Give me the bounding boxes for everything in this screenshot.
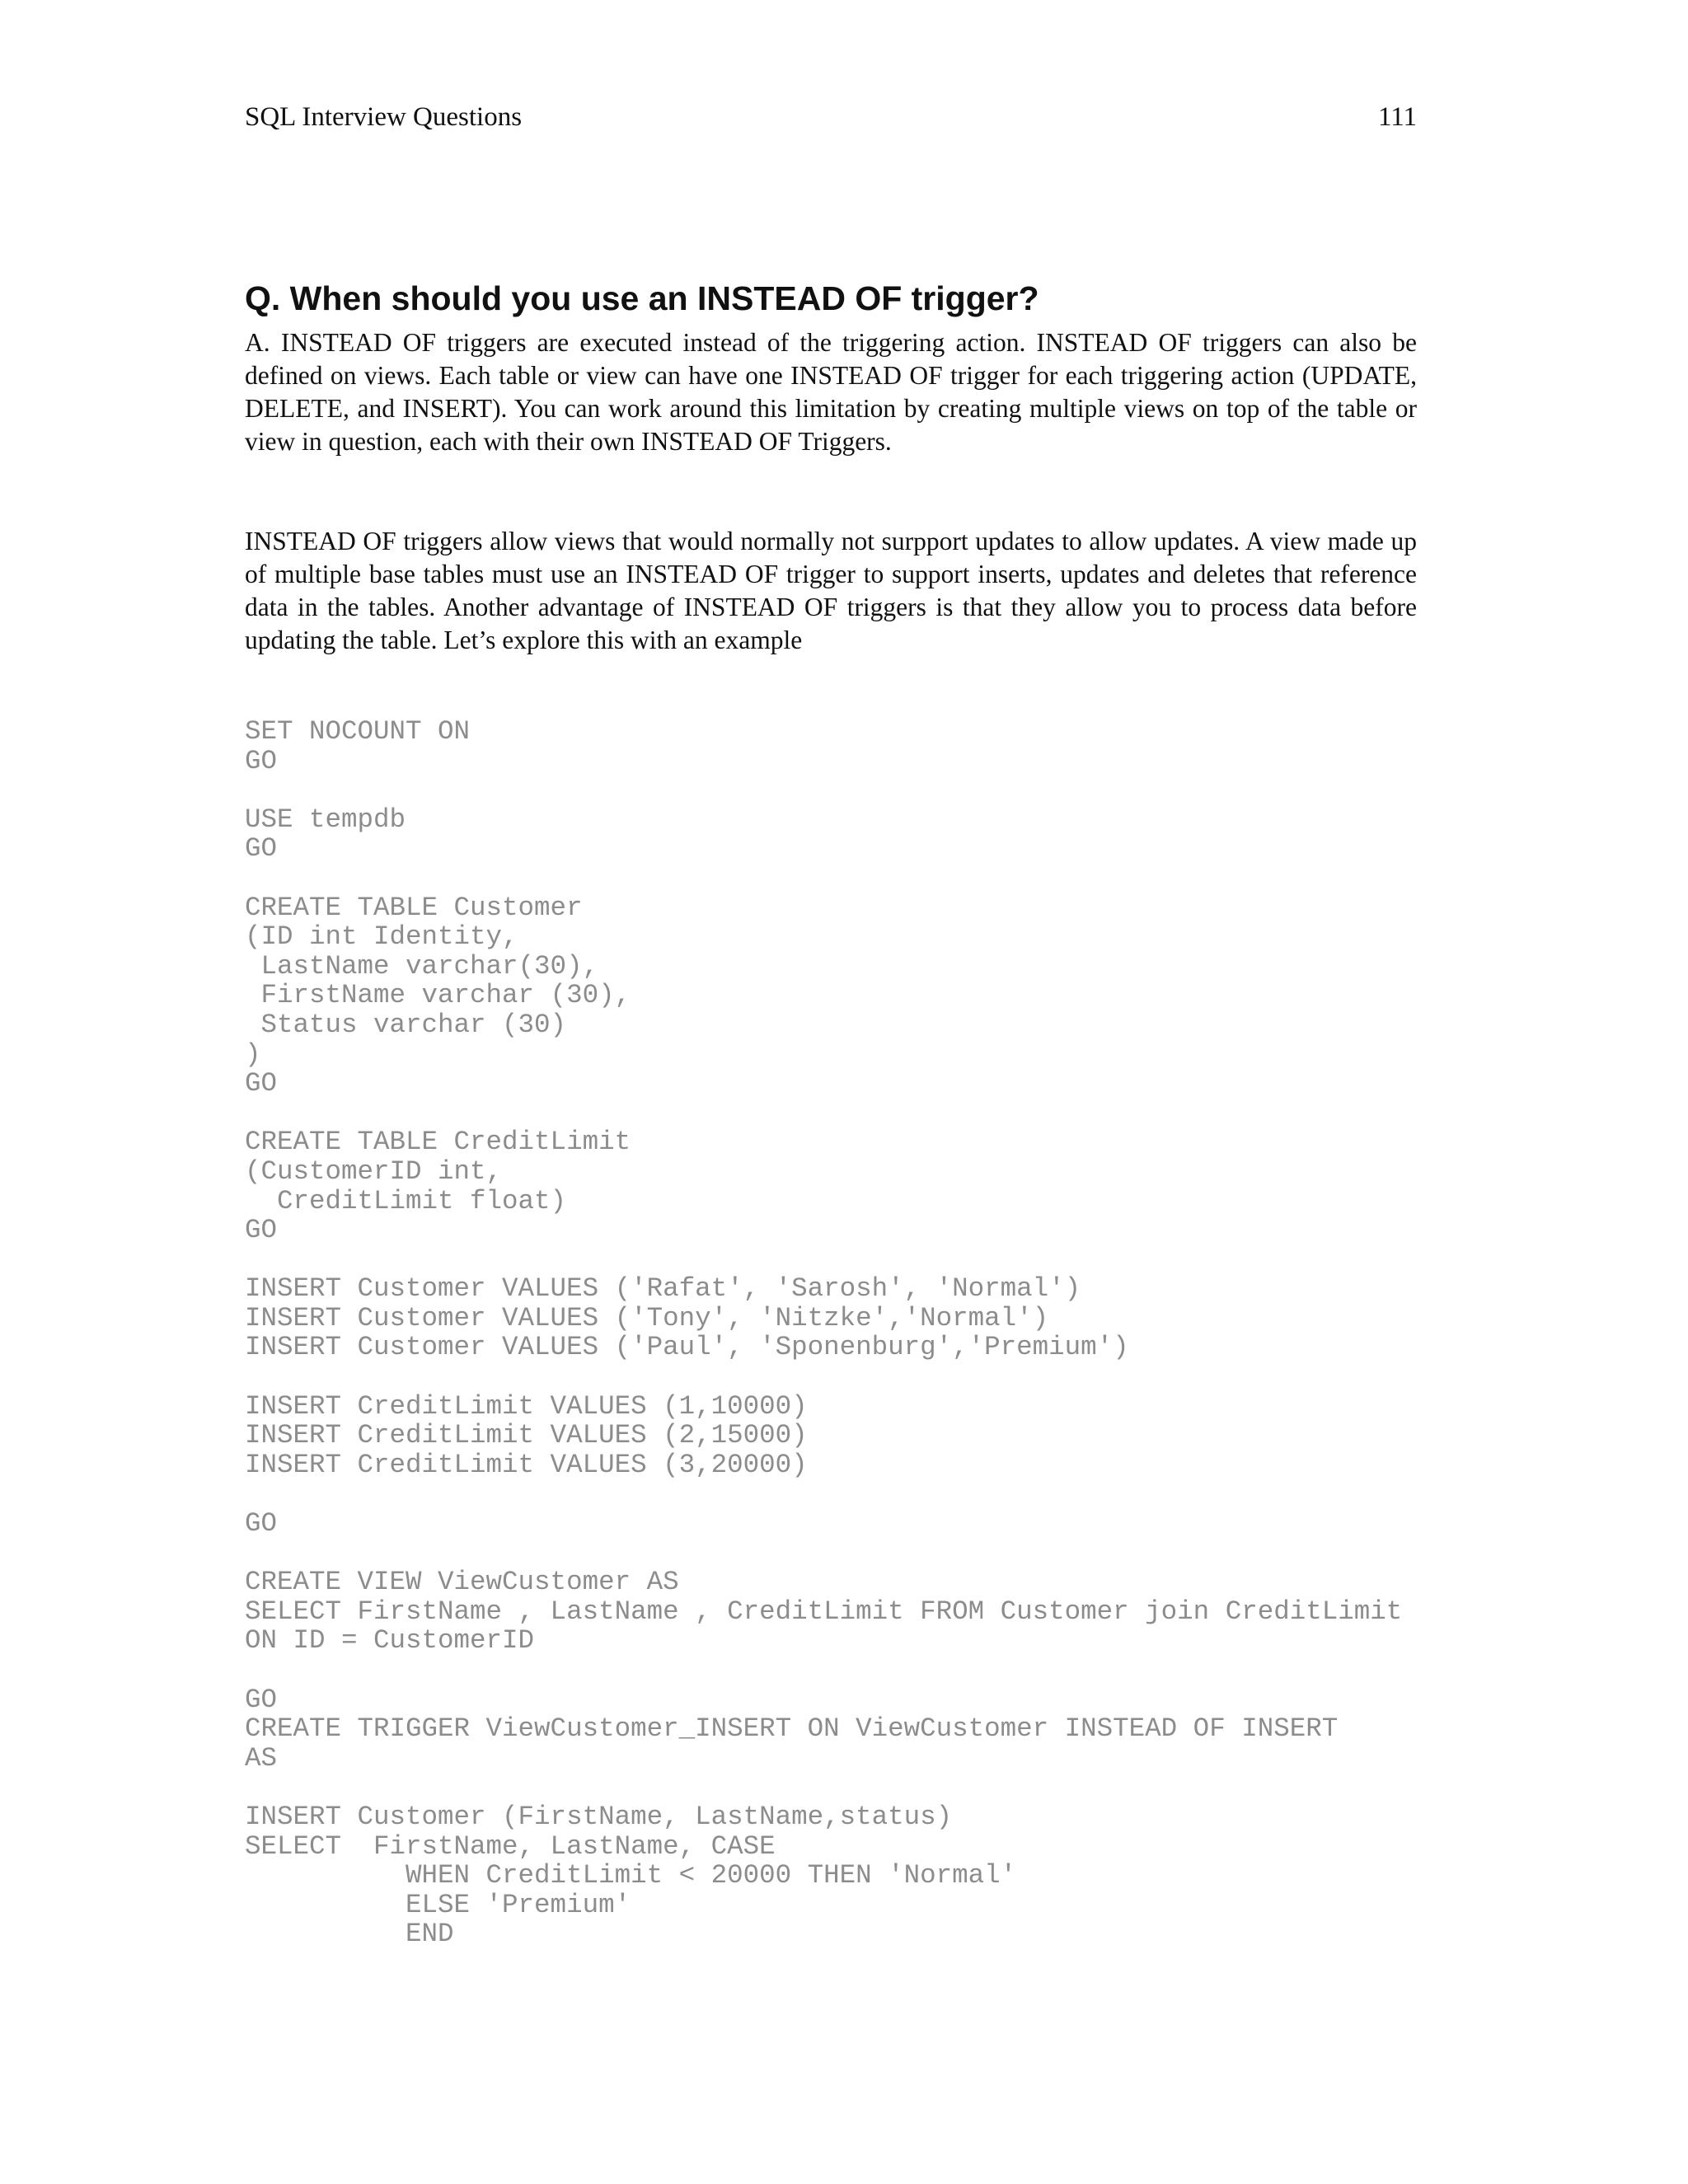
question-title: Q. When should you use an INSTEAD OF trigger? [245, 279, 1039, 317]
code-line: USE tempdb [245, 804, 406, 835]
code-line: WHEN CreditLimit < 20000 THEN 'Normal' [245, 1860, 1017, 1891]
code-line: INSERT Customer VALUES ('Paul', 'Sponenburg','Premium') [245, 1332, 1129, 1363]
code-line: GO [245, 1215, 278, 1246]
code-line: INSERT Customer VALUES ('Tony', 'Nitzke','Normal') [245, 1302, 1049, 1333]
running-header [245, 97, 1417, 138]
code-line: SELECT FirstName , LastName , CreditLimit FROM Customer join CreditLimit [245, 1596, 1403, 1627]
code-line: GO [245, 833, 278, 865]
code-line: CREATE VIEW ViewCustomer AS [245, 1567, 679, 1598]
code-line [245, 1362, 1432, 1392]
code-line: Status varchar (30) [245, 1009, 567, 1040]
page-number: 111 [1377, 102, 1417, 132]
code-line: SET NOCOUNT ON [245, 716, 471, 747]
code-line [245, 864, 1432, 893]
code-line: (CustomerID int, [245, 1155, 503, 1187]
code-line: INSERT CreditLimit VALUES (2,15000) [245, 1420, 808, 1451]
code-line: CREATE TABLE Customer [245, 892, 583, 923]
code-line [245, 1539, 1432, 1568]
code-line: GO [245, 1508, 278, 1540]
code-line: CREATE TABLE CreditLimit [245, 1127, 631, 1158]
sql-code-block [245, 717, 1432, 1949]
code-line [245, 1099, 1432, 1128]
code-line [245, 1245, 1432, 1275]
code-line [245, 1656, 1432, 1685]
code-line [245, 1773, 1432, 1802]
code-line [245, 776, 1432, 805]
answer-paragraph-1: A. INSTEAD OF triggers are executed instead of the triggering action. INSTEAD OF triggers can also be defined on views. Each table or view can have one INSTEAD OF trigger for each triggering action (UPDATE, DELETE, and INSERT). You can work around this limitation by creating multiple views on top of the table or view in question, each with their own INSTEAD OF Triggers. [245, 328, 1417, 456]
code-line: LastName varchar(30), [245, 950, 599, 982]
code-line: ) [245, 1038, 261, 1070]
code-line: END [245, 1919, 454, 1950]
code-line: ON ID = CustomerID [245, 1625, 535, 1657]
answer-paragraph-2: INSTEAD OF triggers allow views that would normally not surpport updates to allow updates. A view made up of multiple base tables must use an INSTEAD OF trigger to support inserts, updates and deletes that reference data in the tables. Another advantage of INSTEAD OF triggers is that they allow you to process data before updating the table. Let’s explore this with an example [245, 527, 1417, 654]
book-title: SQL Interview Questions [245, 102, 523, 132]
code-line: GO [245, 1684, 278, 1715]
code-line: CREATE TRIGGER ViewCustomer_INSERT ON ViewCustomer INSTEAD OF INSERT [245, 1713, 1339, 1745]
code-line: CreditLimit float) [245, 1185, 567, 1216]
code-line: INSERT Customer (FirstName, LastName,status) [245, 1801, 953, 1832]
code-line: INSERT CreditLimit VALUES (1,10000) [245, 1390, 808, 1422]
code-line: INSERT Customer VALUES ('Rafat', 'Sarosh', 'Normal') [245, 1273, 1081, 1305]
code-line: AS [245, 1742, 278, 1774]
code-line: GO [245, 745, 278, 776]
code-line: INSERT CreditLimit VALUES (3,20000) [245, 1449, 808, 1480]
code-line [245, 1479, 1432, 1509]
code-line: SELECT FirstName, LastName, CASE [245, 1830, 776, 1862]
code-line: FirstName varchar (30), [245, 980, 631, 1011]
code-line: (ID int Identity, [245, 921, 518, 953]
code-line: ELSE 'Premium' [245, 1889, 631, 1920]
code-line: GO [245, 1068, 278, 1099]
